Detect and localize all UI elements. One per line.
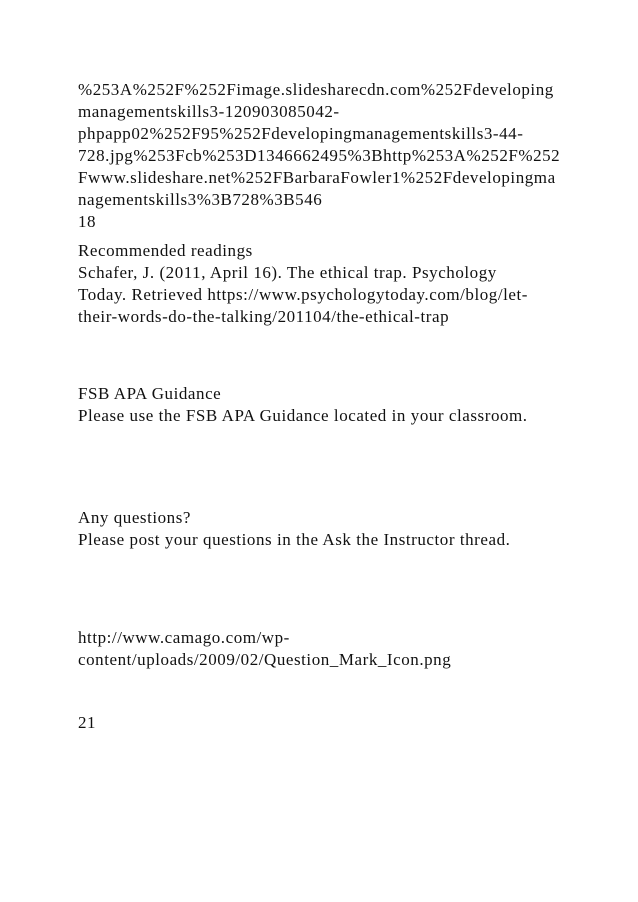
apa-guidance-section [78, 383, 618, 427]
url-line: 728.jpg%253Fcb%253D1346662495%3Bhttp%253A%252F%252 [78, 146, 561, 165]
url-line: nagementskills3%3B728%3B546 [78, 190, 323, 209]
section-heading: Recommended readings [78, 241, 253, 260]
citation-line: Schafer, J. (2011, April 16). The ethical trap. Psychology [78, 263, 497, 282]
citation-line: their-words-do-the-talking/201104/the-ethical-trap [78, 307, 450, 326]
url-line: managementskills3-120903085042- [78, 102, 340, 121]
url-line: %253A%252F%252Fimage.slidesharecdn.com%252Fdeveloping [78, 80, 554, 99]
section-heading: Any questions? [78, 508, 191, 527]
image-url-line: content/uploads/2009/02/Question_Mark_Icon.png [78, 650, 452, 669]
url-line: Fwww.slideshare.net%252FBarbaraFowler1%252Fdevelopingma [78, 168, 556, 187]
questions-section [78, 507, 618, 551]
url-fragment-block [78, 79, 618, 233]
page-number: 21 [78, 713, 97, 732]
section-text: Please post your questions in the Ask the Instructor thread. [78, 530, 511, 549]
image-url-line: http://www.camago.com/wp- [78, 628, 290, 647]
slide-number: 18 [78, 212, 97, 231]
image-source-block [78, 627, 618, 671]
citation-line: Today. Retrieved https://www.psychologytoday.com/blog/let- [78, 285, 528, 304]
section-text: Please use the FSB APA Guidance located in your classroom. [78, 406, 528, 425]
section-heading: FSB APA Guidance [78, 384, 222, 403]
url-line: phpapp02%252F95%252Fdevelopingmanagementskills3-44- [78, 124, 524, 143]
footer-page-number-block [78, 712, 618, 734]
recommended-readings-section [78, 240, 618, 328]
